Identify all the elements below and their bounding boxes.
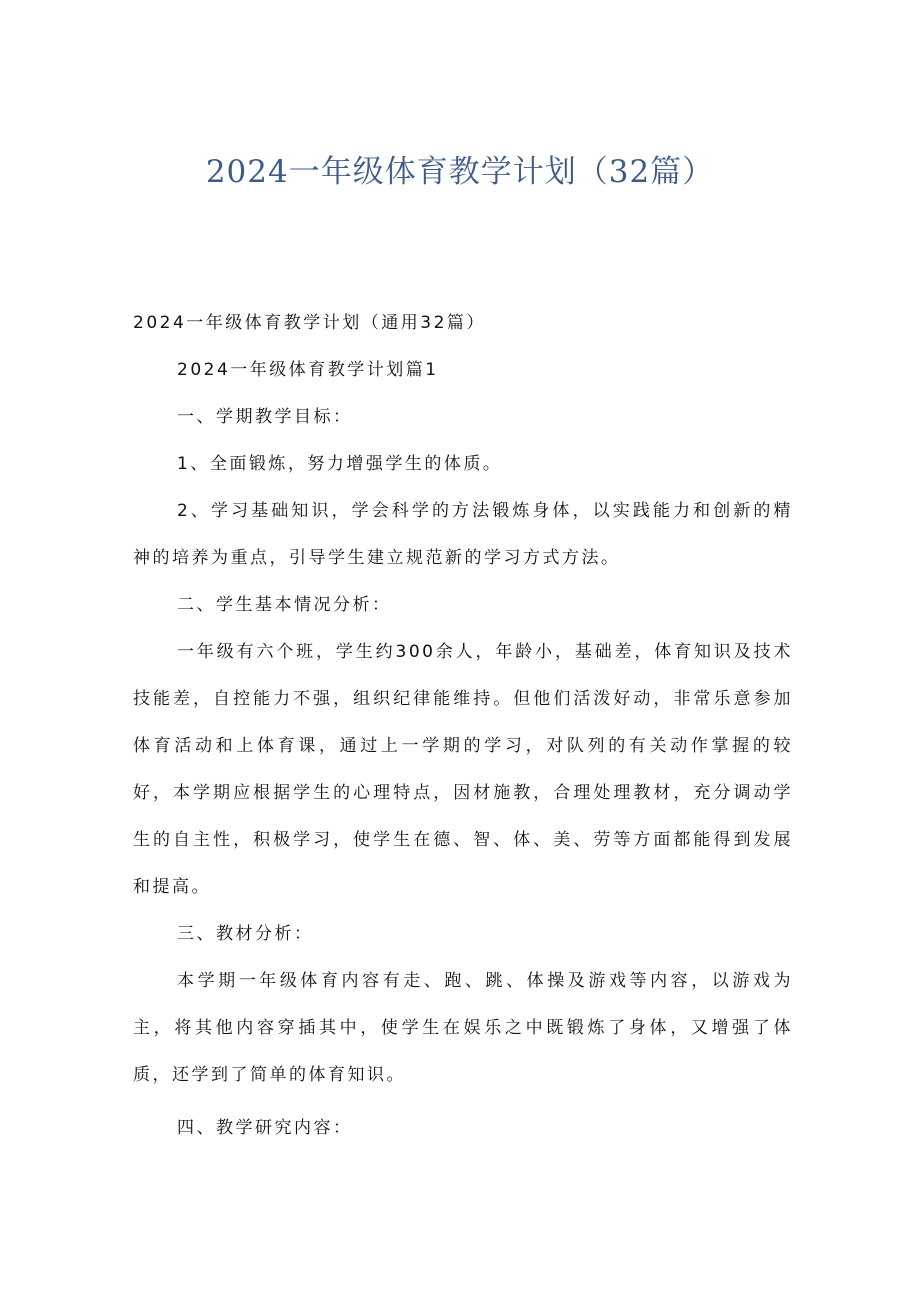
paragraph-goal-1: 1、全面锻炼，努力增强学生的体质。 [177,454,503,474]
paragraph-students: 一年级有六个班，学生约300余人，年龄小，基础差，体育知识及技术技能差，自控能力不强，组织纪律能维持。但他们活泼好动，非常乐意参加体育活动和上体育课，通过上一学期的学习，对队列的有关动作掌握的较好，本学期应根据学生的心理特点，因材施教，合理处理教材，充分调动学生的自主性，积极学习，使学生在德、智、体、美、劳等方面都能得到发展和提高。 [133,642,793,897]
section-heading-part-1: 2024一年级体育教学计划篇1 [177,360,439,380]
paragraph-materials: 本学期一年级体育内容有走、跑、跳、体操及游戏等内容，以游戏为主，将其他内容穿插其中，使学生在娱乐之中既锻炼了身体，又增强了体质，还学到了简单的体育知识。 [133,971,793,1085]
paragraph-goal-2: 2、学习基础知识，学会科学的方法锻炼身体，以实践能力和创新的精神的培养为重点，引导学生建立规范新的学习方式方法。 [133,501,793,568]
section-heading-goals: 一、学期教学目标： [177,407,353,427]
section-heading-research: 四、教学研究内容： [177,1118,353,1138]
section-heading-students: 二、学生基本情况分析： [177,595,392,615]
document-title: 2024一年级体育教学计划（32篇） [205,154,715,190]
section-heading-materials: 三、教材分析： [177,924,314,944]
document-body [133,300,793,1152]
document-subtitle: 2024一年级体育教学计划（通用32篇） [133,313,486,333]
